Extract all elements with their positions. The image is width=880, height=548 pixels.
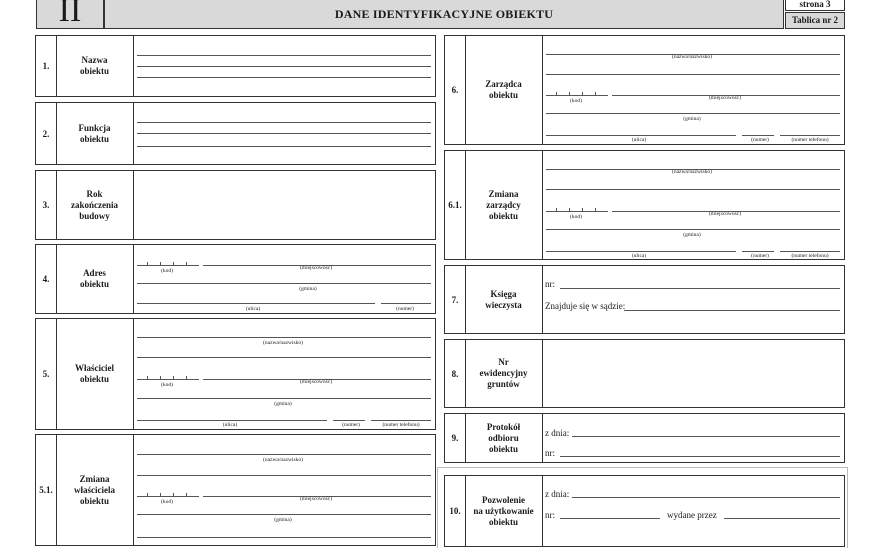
permit-number-field[interactable] — [560, 518, 660, 519]
new-manager-number-field[interactable] — [742, 251, 774, 252]
code-caption: (kod) — [161, 382, 173, 388]
row-label: Adres obiektu — [56, 245, 134, 313]
form-title: DANE IDENTYFIKACYJNE OBIEKTU — [334, 7, 554, 21]
register-number-label: nr: — [545, 279, 555, 289]
code-caption: (kod) — [570, 214, 582, 220]
protocol-date-field[interactable] — [572, 436, 840, 437]
owner-phone-field[interactable] — [371, 420, 431, 421]
row-label: Zmiana właściciela obiektu — [56, 435, 134, 545]
page-number: strona 3 — [785, 0, 845, 11]
street-number-field[interactable] — [381, 303, 431, 304]
locality-caption: (miejscowość) — [299, 265, 333, 271]
row-object-manager — [444, 35, 845, 145]
protocol-number-field[interactable] — [560, 456, 840, 457]
row-object-owner — [35, 318, 436, 430]
row-object-function — [35, 102, 436, 165]
row-label: Zarządca obiektu — [465, 36, 543, 144]
commune-caption: (gmina) — [683, 232, 701, 238]
table-number: Tablica nr 2 — [785, 12, 845, 29]
street-caption: (ulica) — [222, 422, 238, 428]
object-function-line-3[interactable] — [137, 146, 431, 147]
street-caption: (ulica) — [245, 306, 261, 312]
object-function-line-1[interactable] — [137, 122, 431, 123]
row-land-registry-number — [444, 339, 845, 408]
row-completion-year — [35, 170, 436, 240]
manager-name-line-2[interactable] — [546, 74, 840, 75]
row-object-address — [35, 244, 436, 314]
new-owner-commune-field[interactable] — [137, 514, 431, 515]
object-function-line-2[interactable] — [137, 133, 431, 134]
new-manager-phone-field[interactable] — [780, 251, 840, 252]
protocol-number-label: nr: — [545, 448, 555, 458]
commune-caption: (gmina) — [274, 401, 292, 407]
row-label: Właściciel obiektu — [56, 319, 134, 429]
name-caption: (nazwa/nazwisko) — [262, 340, 304, 346]
locality-caption: (miejscowość) — [299, 496, 333, 502]
name-caption: (nazwa/nazwisko) — [262, 457, 304, 463]
new-manager-name-line-2[interactable] — [546, 189, 840, 190]
row-land-register — [444, 265, 845, 334]
row-number: 4. — [36, 245, 57, 313]
owner-number-field[interactable] — [333, 420, 365, 421]
commune-caption: (gmina) — [299, 286, 317, 292]
locality-caption: (miejscowość) — [708, 95, 742, 101]
owner-name-field[interactable] — [137, 337, 431, 338]
owner-commune-field[interactable] — [137, 398, 431, 399]
phone-caption: (numer telefonu) — [382, 422, 420, 428]
register-number-field[interactable] — [560, 288, 840, 289]
owner-street-field[interactable] — [137, 420, 327, 421]
row-label: Funkcja obiektu — [56, 103, 134, 164]
court-label: Znajduje się w sądzie: — [545, 301, 626, 311]
name-caption: (nazwa/nazwisko) — [671, 169, 713, 175]
manager-phone-field[interactable] — [780, 135, 840, 136]
commune-caption: (gmina) — [683, 116, 701, 122]
row-number: 3. — [36, 171, 57, 239]
street-field[interactable] — [137, 303, 375, 304]
row-number: 8. — [445, 340, 466, 407]
code-caption: (kod) — [161, 268, 173, 274]
street-caption: (ulica) — [631, 137, 647, 143]
row-label: Pozwolenie na użytkowanie obiektu — [465, 476, 543, 546]
number-caption: (numer) — [396, 306, 414, 312]
new-owner-name-field[interactable] — [137, 454, 431, 455]
title-bar — [104, 0, 784, 29]
object-name-line-1[interactable] — [137, 55, 431, 56]
row-manager-change — [444, 150, 845, 260]
manager-number-field[interactable] — [742, 135, 774, 136]
row-label: Protokół odbioru obiektu — [465, 414, 543, 462]
row-label: Nr ewidencyjny gruntów — [465, 340, 543, 407]
form-header — [0, 0, 880, 30]
row-number: 5.1. — [36, 435, 57, 545]
code-caption: (kod) — [161, 499, 173, 505]
completion-year-field[interactable] — [133, 171, 435, 239]
row-number: 6. — [445, 36, 466, 144]
row-number: 6.1. — [445, 151, 466, 259]
number-caption: (numer) — [751, 137, 769, 143]
new-owner-name-line-2[interactable] — [137, 475, 431, 476]
locality-caption: (miejscowość) — [299, 379, 333, 385]
court-field[interactable] — [624, 310, 840, 311]
row-number: 5. — [36, 319, 57, 429]
commune-caption: (gmina) — [274, 517, 292, 523]
commune-field[interactable] — [137, 283, 431, 284]
permit-number-label: nr: — [545, 510, 555, 520]
street-caption: (ulica) — [631, 253, 647, 259]
new-owner-address-field[interactable] — [137, 537, 431, 538]
row-acceptance-protocol — [444, 413, 845, 463]
new-manager-street-field[interactable] — [546, 251, 736, 252]
issued-by-label: wydane przez — [667, 510, 717, 520]
land-registry-number-field[interactable] — [542, 340, 844, 407]
manager-street-field[interactable] — [546, 135, 736, 136]
code-caption: (kod) — [570, 98, 582, 104]
row-number: 1. — [36, 36, 57, 96]
row-label: Nazwa obiektu — [56, 36, 134, 96]
row-owner-change — [35, 434, 436, 546]
row-label: Zmiana zarządcy obiektu — [465, 151, 543, 259]
permit-date-label: z dnia: — [545, 489, 570, 499]
locality-caption: (miejscowość) — [708, 211, 742, 217]
object-name-line-2[interactable] — [137, 66, 431, 67]
row-label: Księga wieczysta — [465, 266, 543, 333]
number-caption: (numer) — [751, 253, 769, 259]
manager-commune-field[interactable] — [546, 113, 840, 114]
row-label: Rok zakończenia budowy — [56, 171, 134, 239]
issued-by-field[interactable] — [724, 518, 840, 519]
section-number: II — [36, 0, 104, 29]
number-caption: (numer) — [342, 422, 360, 428]
name-caption: (nazwa/nazwisko) — [671, 54, 713, 60]
owner-name-line-2[interactable] — [137, 357, 431, 358]
row-number: 7. — [445, 266, 466, 333]
protocol-date-label: z dnia: — [545, 428, 570, 438]
row-number: 2. — [36, 103, 57, 164]
new-manager-commune-field[interactable] — [546, 229, 840, 230]
row-number: 10. — [445, 476, 466, 546]
row-object-name — [35, 35, 436, 97]
object-name-line-3[interactable] — [137, 77, 431, 78]
row-occupancy-permit — [444, 475, 845, 547]
permit-date-field[interactable] — [572, 497, 840, 498]
phone-caption: (numer telefonu) — [791, 137, 829, 143]
phone-caption: (numer telefonu) — [791, 253, 829, 259]
row-number: 9. — [445, 414, 466, 462]
